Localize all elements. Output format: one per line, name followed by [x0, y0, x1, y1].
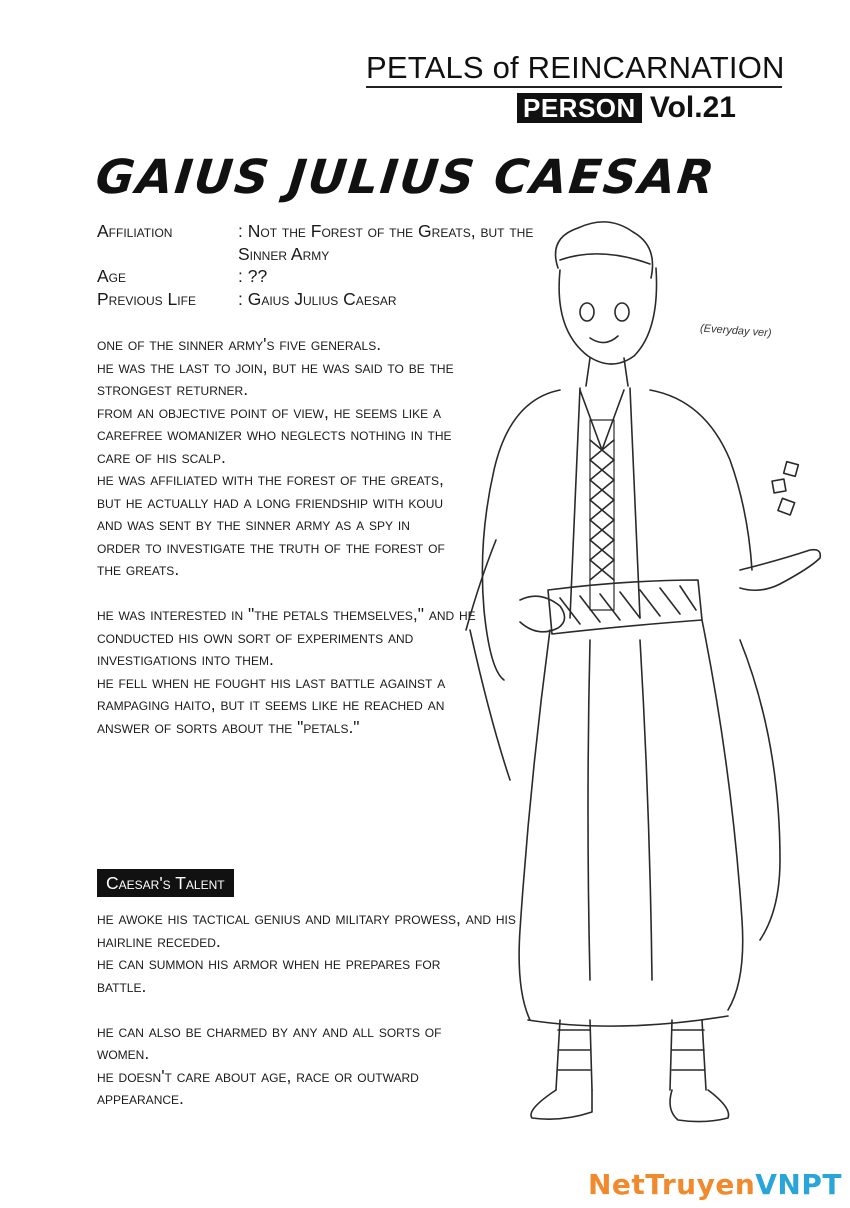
bio-paragraph: from an objective point of view, he seems like a carefree womanizer who neglects nothing in the care of his scalp. — [97, 401, 452, 467]
profile-row-affiliation: Affiliation : Not the Forest of the Greats, but the Sinner Army — [97, 221, 534, 264]
profile-label: Previous Life — [97, 288, 196, 309]
series-title: PETALS of REINCARNATION — [366, 50, 785, 85]
talent-paragraph: he can summon his armor when he prepares for battle. — [97, 953, 441, 996]
volume-number: Vol.21 — [649, 91, 736, 124]
watermark-part1: NetTruyen — [588, 1168, 756, 1201]
profile-value: ?? — [247, 266, 268, 286]
header-divider — [366, 86, 782, 88]
talent-paragraph: he awoke his tactical genius and military prowess, and his hairline receded. — [97, 908, 516, 951]
bio-paragraph: he fell when he fought his last battle against a rampaging haito, but it seems like he reached an answer of sorts about the "petals." — [97, 671, 446, 737]
person-badge: PERSON — [517, 93, 642, 123]
bio-paragraph: he was interested in "the petals themselves," and he conducted his own sort of experiments and investigations into them. — [97, 604, 476, 669]
profile-value: Not the Forest of the Greats, but the Sinner Army — [238, 221, 534, 264]
bio-paragraph: one of the sinner army's five generals. — [97, 334, 382, 354]
profile-row-age: Age : ?? — [97, 266, 268, 286]
talent-paragraph: he can also be charmed by any and all sorts of women. — [97, 1020, 442, 1063]
profile-value: Gaius Julius Caesar — [247, 288, 397, 309]
watermark-part2: VNPT — [755, 1168, 842, 1201]
profile-label: Affiliation — [97, 221, 173, 241]
character-name: GAIUS JULIUS CAESAR — [93, 150, 719, 205]
profile-label: Age — [97, 266, 127, 286]
bio-paragraph: he was the last to join, but he was said to be the strongest returner. — [97, 356, 454, 399]
watermark — [588, 1168, 842, 1201]
talent-heading: Caesar's Talent — [97, 869, 234, 897]
bio-paragraph: he was affiliated with the forest of the greats, but he actually had a long friendship with kouu and was sent by the sinner army as a spy in order to investigate the truth of the forest of the greats. — [97, 469, 445, 579]
talent-paragraph: he doesn't care about age, race or outward appearance. — [97, 1065, 419, 1108]
character-illustration — [440, 220, 840, 1140]
volume-label — [517, 92, 736, 124]
profile-row-previous-life: Previous Life : Gaius Julius Caesar — [97, 288, 397, 309]
illustration-note: (Everyday ver) — [699, 322, 772, 340]
